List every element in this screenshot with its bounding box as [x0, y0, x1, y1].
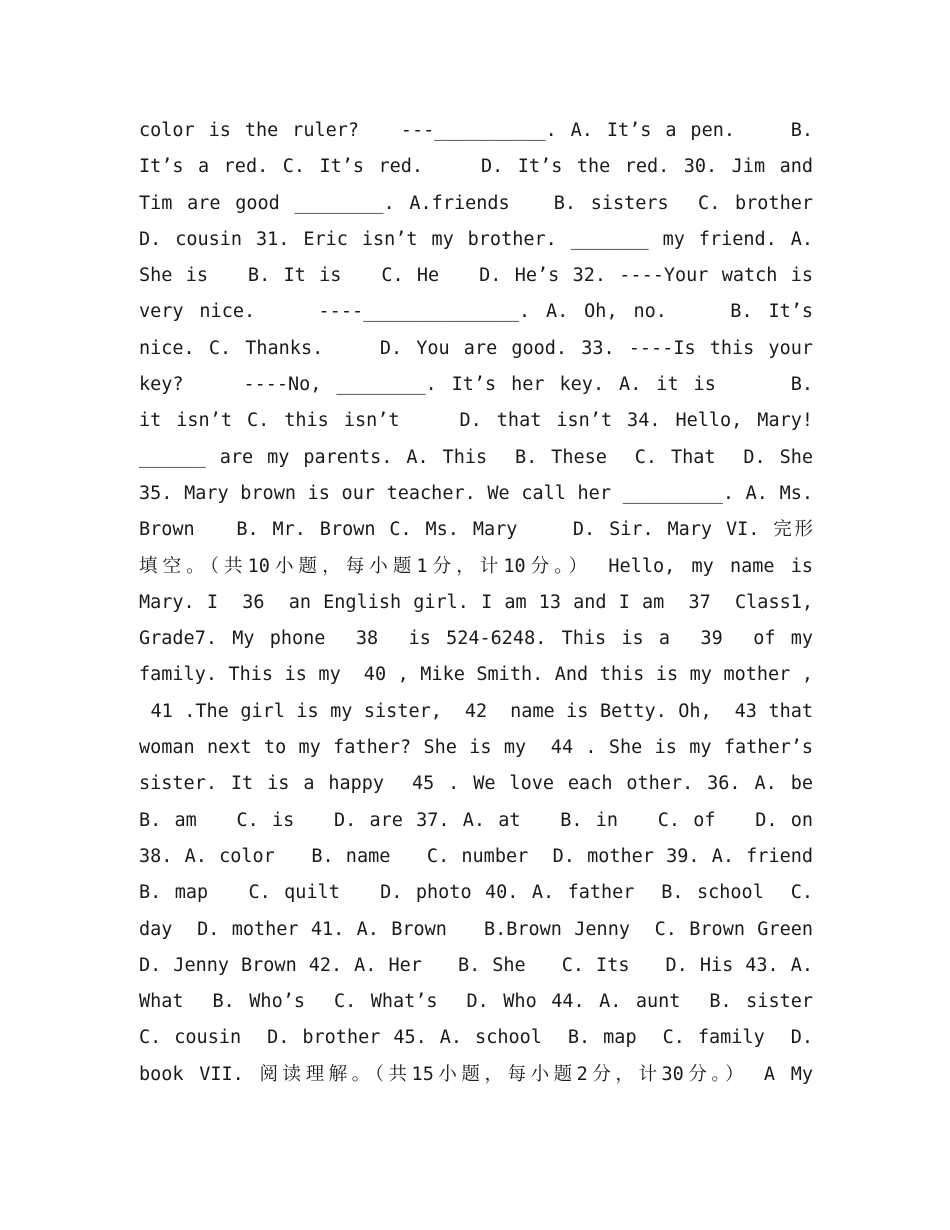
- text-line: 38. A. color B. name C. number D. mother 39. A. friend: [139, 845, 813, 867]
- text-line: color is the ruler? ---__________. A. It’s a pen. B.: [139, 120, 813, 141]
- text-line: very nice. ----______________. A. Oh, no. B. It’s: [139, 301, 813, 323]
- text-line: It’s a red. C. It’s red. D. It’s the red. 30. Jim and: [139, 156, 813, 178]
- text-line: day D. mother 41. A. Brown B.Brown Jenny C. Brown Green: [139, 918, 813, 940]
- text-line: What B. Who’s C. What’s D. Who 44. A. aunt B. sister: [139, 991, 813, 1013]
- text-line: nice. C. Thanks. D. You are good. 33. ----Is this your: [139, 337, 813, 359]
- text-line: it isn’t C. this isn’t D. that isn’t 34. Hello, Mary!: [139, 410, 813, 432]
- text-line: Grade7. My phone 38 is 524-6248. This is a 39 of my: [139, 628, 813, 650]
- text-line: Mary. I 36 an English girl. I am 13 and I am 37 Class1,: [139, 591, 813, 613]
- text-line: Brown B. Mr. Brown C. Ms. Mary D. Sir. Mary VI. 完形: [139, 519, 813, 541]
- text-line: key? ----No, ________. It’s her key. A. it is B.: [139, 374, 813, 396]
- text-line: family. This is my 40 , Mike Smith. And this is my mother ,: [139, 664, 813, 686]
- text-line: 填空。（共10小题，每小题1分，计10分。） Hello, my name is: [139, 555, 813, 577]
- text-line: sister. It is a happy 45 . We love each other. 36. A. be: [139, 773, 813, 795]
- text-line: ______ are my parents. A. This B. These C. That D. She: [139, 446, 813, 468]
- text-line: C. cousin D. brother 45. A. school B. map C. family D.: [139, 1027, 813, 1049]
- text-line: 41 .The girl is my sister, 42 name is Betty. Oh, 43 that: [139, 700, 813, 722]
- text-line: She is B. It is C. He D. He’s 32. ----Your watch is: [139, 265, 813, 287]
- text-line: book VII. 阅读理解。（共15小题，每小题2分，计30分。） A My: [139, 1063, 813, 1085]
- text-line: 35. Mary brown is our teacher. We call her _________. A. Ms.: [139, 482, 813, 504]
- text-line: D. Jenny Brown 42. A. Her B. She C. Its D. His 43. A.: [139, 954, 813, 976]
- text-line: B. am C. is D. are 37. A. at B. in C. of D. on: [139, 809, 813, 831]
- text-line: B. map C. quilt D. photo 40. A. father B. school C.: [139, 882, 813, 904]
- text-line: Tim are good ________. A.friends B. sisters C. brother: [139, 192, 813, 214]
- text-line: woman next to my father? She is my 44 . She is my father’s: [139, 737, 813, 759]
- text-line: D. cousin 31. Eric isn’t my brother. _______ my friend. A.: [139, 228, 813, 250]
- exam-text-block: [139, 113, 813, 1093]
